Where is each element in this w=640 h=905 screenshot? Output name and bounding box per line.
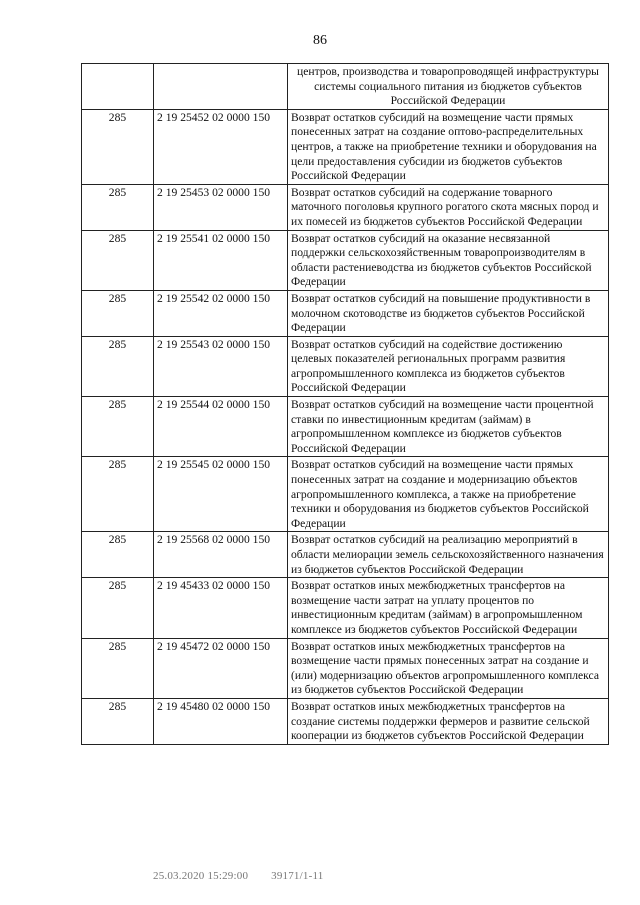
table-row (82, 457, 609, 532)
table-row (82, 638, 609, 698)
description-cell: Возврат остатков субсидий на возмещение части прямых понесенных затрат на создание и модернизацию объектов агропромышленного комплекса, а также на приобретение техники и оборудования из бюджетов субъектов Российской Федерации (288, 457, 609, 532)
description-cell: Возврат остатков субсидий на реализацию мероприятий в области мелиорации земель сельскохозяйственного назначения из бюджетов субъектов Российской Федерации (288, 532, 609, 578)
table-row (82, 64, 609, 110)
budget-code-cell: 2 19 45433 02 0000 150 (154, 578, 288, 638)
table-row (82, 532, 609, 578)
budget-code-cell: 2 19 25453 02 0000 150 (154, 184, 288, 230)
budget-code-cell: 2 19 25541 02 0000 150 (154, 230, 288, 290)
table-row (82, 230, 609, 290)
description-cell: Возврат остатков субсидий на содействие достижению целевых показателей региональных программ развития агропромышленного комплекса из бюджетов субъектов Российской Федерации (288, 336, 609, 396)
table-row (82, 698, 609, 744)
description-cell: Возврат остатков субсидий на повышение продуктивности в молочном скотоводстве из бюджетов субъектов Российской Федерации (288, 290, 609, 336)
page-number: 86 (313, 33, 327, 48)
admin-code-cell: 285 (82, 532, 154, 578)
admin-code-cell: 285 (82, 457, 154, 532)
admin-code-cell: 285 (82, 698, 154, 744)
admin-code-cell: 285 (82, 230, 154, 290)
description-cell: Возврат остатков субсидий на оказание несвязанной поддержки сельскохозяйственным товаропроизводителям в области растениеводства из бюджетов субъектов Российской Федерации (288, 230, 609, 290)
budget-code-cell: 2 19 45472 02 0000 150 (154, 638, 288, 698)
admin-code-cell: 285 (82, 578, 154, 638)
description-cell: Возврат остатков субсидий на содержание товарного маточного поголовья крупного рогатого скота мясных пород и их помесей из бюджетов субъектов Российской Федерации (288, 184, 609, 230)
admin-code-cell: 285 (82, 184, 154, 230)
description-cell: Возврат остатков иных межбюджетных трансфертов на возмещение части прямых понесенных затрат на создание и (или) модернизацию объектов агропромышленного комплекса из бюджетов субъектов Российской Федерации (288, 638, 609, 698)
description-cell: Возврат остатков субсидий на возмещение части прямых понесенных затрат на создание оптово-распределительных центров, а также на приобретение техники и оборудования на цели предоставления субсидии из бюджетов субъектов Российской Федерации (288, 109, 609, 184)
budget-code-cell: 2 19 25452 02 0000 150 (154, 109, 288, 184)
description-cell: Возврат остатков иных межбюджетных трансфертов на возмещение части затрат на уплату процентов по инвестиционным кредитам (займам) в агропромышленном комплексе из бюджетов субъектов Российской Федерации (288, 578, 609, 638)
admin-code-cell: 285 (82, 638, 154, 698)
footer (153, 870, 323, 882)
budget-code-cell: 2 19 25544 02 0000 150 (154, 397, 288, 457)
description-cell: центров, производства и товаропроводящей инфраструктуры системы социального питания из бюджетов субъектов Российской Федерации (288, 64, 609, 110)
budget-code-cell: 2 19 45480 02 0000 150 (154, 698, 288, 744)
budget-code-cell: 2 19 25543 02 0000 150 (154, 336, 288, 396)
table-row (82, 184, 609, 230)
table-body (82, 64, 609, 745)
table-row (82, 336, 609, 396)
admin-code-cell: 285 (82, 290, 154, 336)
admin-code-cell: 285 (82, 109, 154, 184)
budget-code-cell: 2 19 25545 02 0000 150 (154, 457, 288, 532)
table-row (82, 397, 609, 457)
table-row (82, 578, 609, 638)
budget-classification-table (81, 63, 609, 745)
admin-code-cell: 285 (82, 397, 154, 457)
description-cell: Возврат остатков субсидий на возмещение части процентной ставки по инвестиционным кредитам (займам) в агропромышленном комплексе из бюджетов субъектов Российской Федерации (288, 397, 609, 457)
table-row (82, 109, 609, 184)
budget-code-cell: 2 19 25542 02 0000 150 (154, 290, 288, 336)
description-cell: Возврат остатков иных межбюджетных трансфертов на создание системы поддержки фермеров и развитие сельской кооперации из бюджетов субъектов Российской Федерации (288, 698, 609, 744)
table-row (82, 290, 609, 336)
admin-code-cell: 285 (82, 336, 154, 396)
admin-code-cell (82, 64, 154, 110)
footer-document-id: 39171/1-11 (271, 870, 324, 882)
budget-code-cell: 2 19 25568 02 0000 150 (154, 532, 288, 578)
budget-code-cell (154, 64, 288, 110)
footer-timestamp: 25.03.2020 15:29:00 (153, 870, 249, 882)
